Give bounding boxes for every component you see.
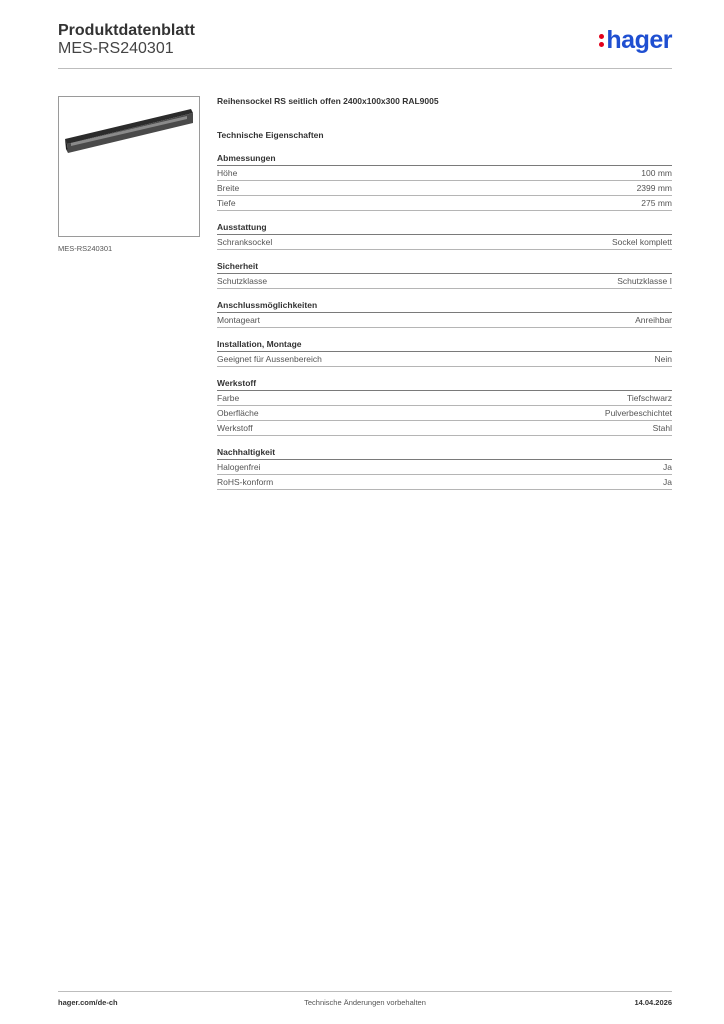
product-details bbox=[217, 96, 672, 490]
header-divider bbox=[58, 68, 672, 69]
property-group bbox=[217, 152, 672, 211]
property-group bbox=[217, 377, 672, 436]
property-value: 100 mm bbox=[641, 168, 672, 178]
property-value: Sockel komplett bbox=[612, 237, 672, 247]
footer-divider bbox=[58, 991, 672, 992]
property-key: Geeignet für Aussenbereich bbox=[217, 354, 322, 364]
property-group bbox=[217, 338, 672, 367]
property-row bbox=[217, 391, 672, 406]
property-value: Stahl bbox=[652, 423, 672, 433]
property-value: Tiefschwarz bbox=[626, 393, 672, 403]
product-title: Reihensockel RS seitlich offen 2400x100x300 RAL9005 bbox=[217, 96, 439, 106]
group-heading: Nachhaltigkeit bbox=[217, 446, 672, 460]
property-row bbox=[217, 460, 672, 475]
property-key: Höhe bbox=[217, 168, 238, 178]
product-image-frame bbox=[58, 96, 200, 237]
group-heading: Sicherheit bbox=[217, 260, 672, 274]
image-caption: MES-RS240301 bbox=[58, 244, 113, 253]
footer-url[interactable]: hager.com/de-ch bbox=[58, 998, 118, 1007]
base-frame-product-image bbox=[59, 97, 199, 236]
property-row bbox=[217, 313, 672, 328]
group-heading: Installation, Montage bbox=[217, 338, 672, 352]
property-row bbox=[217, 406, 672, 421]
group-heading: Ausstattung bbox=[217, 221, 672, 235]
property-key: Halogenfrei bbox=[217, 462, 261, 472]
property-key: Tiefe bbox=[217, 198, 236, 208]
group-heading: Werkstoff bbox=[217, 377, 672, 391]
page-footer bbox=[58, 998, 672, 1012]
property-group bbox=[217, 299, 672, 328]
property-groups bbox=[217, 152, 672, 490]
property-value: Schutzklasse I bbox=[617, 276, 672, 286]
property-value: Nein bbox=[654, 354, 672, 364]
property-key: Montageart bbox=[217, 315, 260, 325]
document-title: Produktdatenblatt bbox=[58, 22, 195, 39]
footer-notice: Technische Änderungen vorbehalten bbox=[304, 998, 426, 1007]
property-group bbox=[217, 446, 672, 490]
product-code: MES-RS240301 bbox=[58, 40, 174, 57]
property-value: 2399 mm bbox=[636, 183, 672, 193]
property-key: Schranksockel bbox=[217, 237, 273, 247]
section-title: Technische Eigenschaften bbox=[217, 130, 324, 140]
page-header bbox=[58, 20, 672, 70]
property-row bbox=[217, 274, 672, 289]
hager-logo bbox=[599, 26, 672, 55]
property-key: Oberfläche bbox=[217, 408, 259, 418]
property-value: Ja bbox=[663, 462, 672, 472]
property-value: 275 mm bbox=[641, 198, 672, 208]
property-row bbox=[217, 475, 672, 490]
property-row bbox=[217, 181, 672, 196]
property-group bbox=[217, 260, 672, 289]
logo-text: hager bbox=[606, 26, 672, 54]
footer-date: 14.04.2026 bbox=[634, 998, 672, 1007]
property-row bbox=[217, 235, 672, 250]
property-value: Ja bbox=[663, 477, 672, 487]
property-row bbox=[217, 166, 672, 181]
property-group bbox=[217, 221, 672, 250]
property-row bbox=[217, 196, 672, 211]
property-key: Farbe bbox=[217, 393, 240, 403]
group-heading: Abmessungen bbox=[217, 152, 672, 166]
property-key: Breite bbox=[217, 183, 240, 193]
property-key: Schutzklasse bbox=[217, 276, 268, 286]
group-heading: Anschlussmöglichkeiten bbox=[217, 299, 672, 313]
property-row bbox=[217, 352, 672, 367]
property-value: Pulverbeschichtet bbox=[604, 408, 672, 418]
property-value: Anreihbar bbox=[635, 315, 672, 325]
logo-dots-icon bbox=[599, 32, 604, 49]
property-key: Werkstoff bbox=[217, 423, 253, 433]
property-row bbox=[217, 421, 672, 436]
property-key: RoHS-konform bbox=[217, 477, 274, 487]
